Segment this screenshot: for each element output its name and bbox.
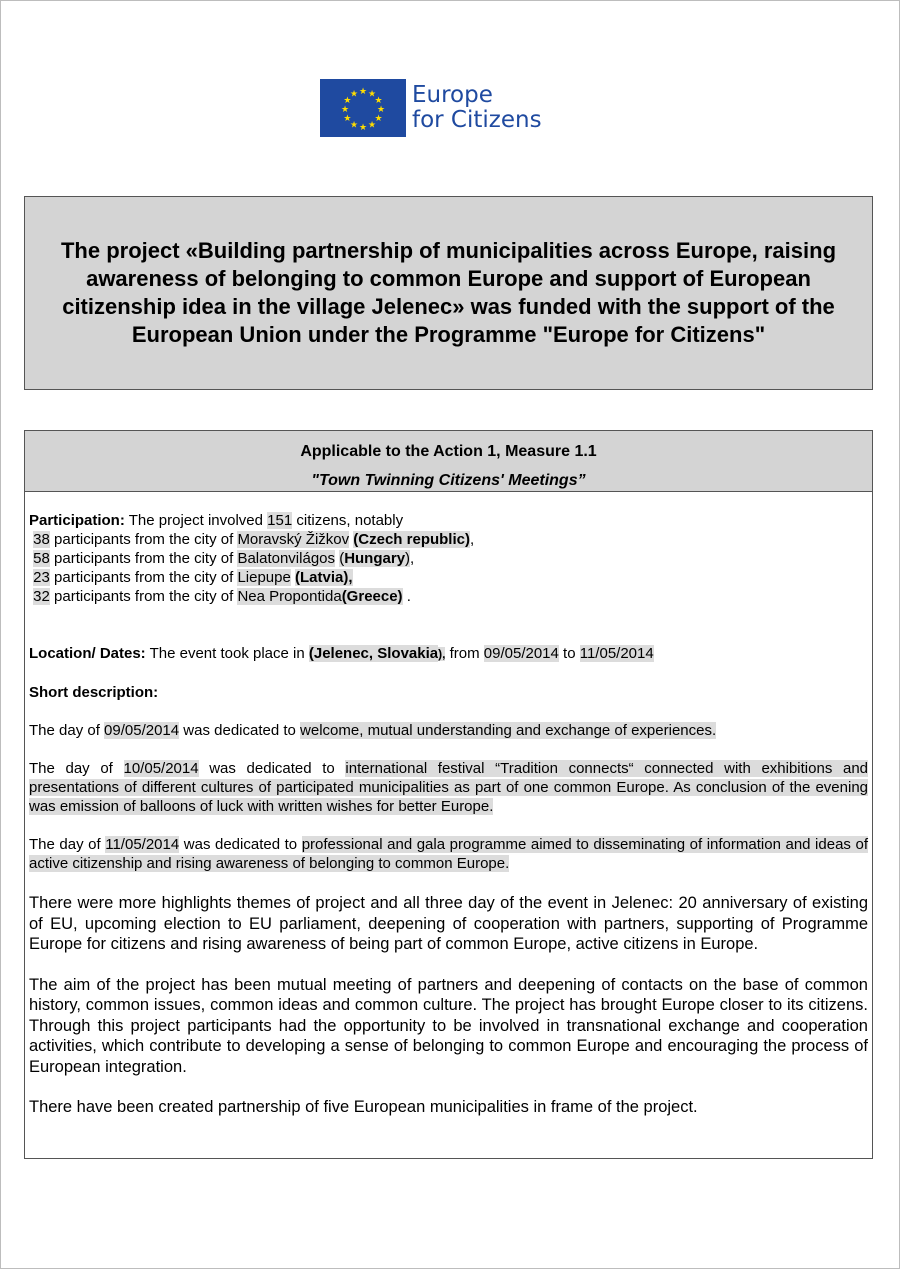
action-subheading: "Town Twinning Citizens' Meetings” <box>311 472 586 489</box>
action-header <box>25 431 872 492</box>
svg-text:★: ★ <box>358 123 368 133</box>
svg-text:★: ★ <box>367 120 377 131</box>
content-body <box>25 492 872 1118</box>
day-description: The day of 11/05/2014 was dedicated to professional and gala programme aimed to disseminating of information and ideas of active citizenship and rising awareness of belonging to common Europe. <box>29 836 868 872</box>
svg-text:★: ★ <box>374 96 383 106</box>
svg-text:★: ★ <box>349 120 359 131</box>
participation-row: 23 participants from the city of Liepupe (Latvia), <box>33 569 353 586</box>
participation-row: 58 participants from the city of Balatonvilágos (Hungary), <box>33 550 415 567</box>
partnership-paragraph: There have been created partnership of five European municipalities in frame of the project. <box>29 1098 698 1116</box>
action-content-box <box>24 430 873 1159</box>
svg-text:★: ★ <box>367 89 377 100</box>
location-dates: Location/ Dates: The event took place in (Jelenec, Slovakia), from 09/05/2014 to 11/05/2014 <box>29 645 654 662</box>
svg-text:★: ★ <box>374 114 383 124</box>
highlights-paragraph: There were more highlights themes of project and all three day of the event in Jelenec: 20 anniversary of existing of EU, upcoming election to EU parliament, deepening of cooperation with partners, supporting of Programme Europe for citizens and rising awareness of being part of common Europe, active citizens in Europe. <box>29 894 868 953</box>
europe-for-citizens-logo <box>320 78 542 138</box>
svg-text:★: ★ <box>376 105 386 115</box>
project-title: The project «Building partnership of municipalities across Europe, raising awareness of belonging to common Europe and support of European citizenship idea in the village Jelenec» was funded with the support of the European Union under the Programme "Europe for Citizens" <box>60 238 837 347</box>
participation-row: 38 participants from the city of Moravský Žižkov (Czech republic), <box>33 531 475 548</box>
eu-flag-icon <box>320 79 406 137</box>
svg-text:★: ★ <box>343 96 352 106</box>
svg-text:★: ★ <box>340 105 350 115</box>
project-title-box <box>24 196 873 390</box>
svg-text:★: ★ <box>349 89 359 100</box>
logo-line-1: Europe <box>412 82 493 108</box>
start-date: 09/05/2014 <box>483 645 559 662</box>
participation-intro: Participation: The project involved 151 citizens, notably <box>29 512 404 529</box>
action-heading: Applicable to the Action 1, Measure 1.1 <box>300 443 597 460</box>
participation-row: 32 participants from the city of Nea Propontida(Greece) . <box>33 588 411 605</box>
end-date: 11/05/2014 <box>579 645 654 662</box>
short-description-label: Short description: <box>29 684 159 701</box>
day-description: The day of 10/05/2014 was dedicated to international festival “Tradition connects“ connected with exhibitions and presentations of different cultures of participated municipalities as part of one common Europe. As conclusion of the evening was emission of balloons of luck with written wishes for better Europe. <box>29 760 868 815</box>
svg-text:★: ★ <box>343 114 352 124</box>
logo-line-2: for Citizens <box>412 107 542 133</box>
participant-total: 151 <box>267 512 293 529</box>
day-description: The day of 09/05/2014 was dedicated to welcome, mutual understanding and exchange of experiences. <box>29 722 717 739</box>
aim-paragraph: The aim of the project has been mutual meeting of partners and deepening of contacts on the base of common history, common issues, common ideas and common culture. The project has brought Europe closer to its citizens. Through this project participants had the opportunity to be involved in transnational exchange and cooperation activities, which contribute to developing a sense of belonging to common Europe and encouraging the process of European integration. <box>29 975 868 1076</box>
svg-text:★: ★ <box>358 87 368 97</box>
